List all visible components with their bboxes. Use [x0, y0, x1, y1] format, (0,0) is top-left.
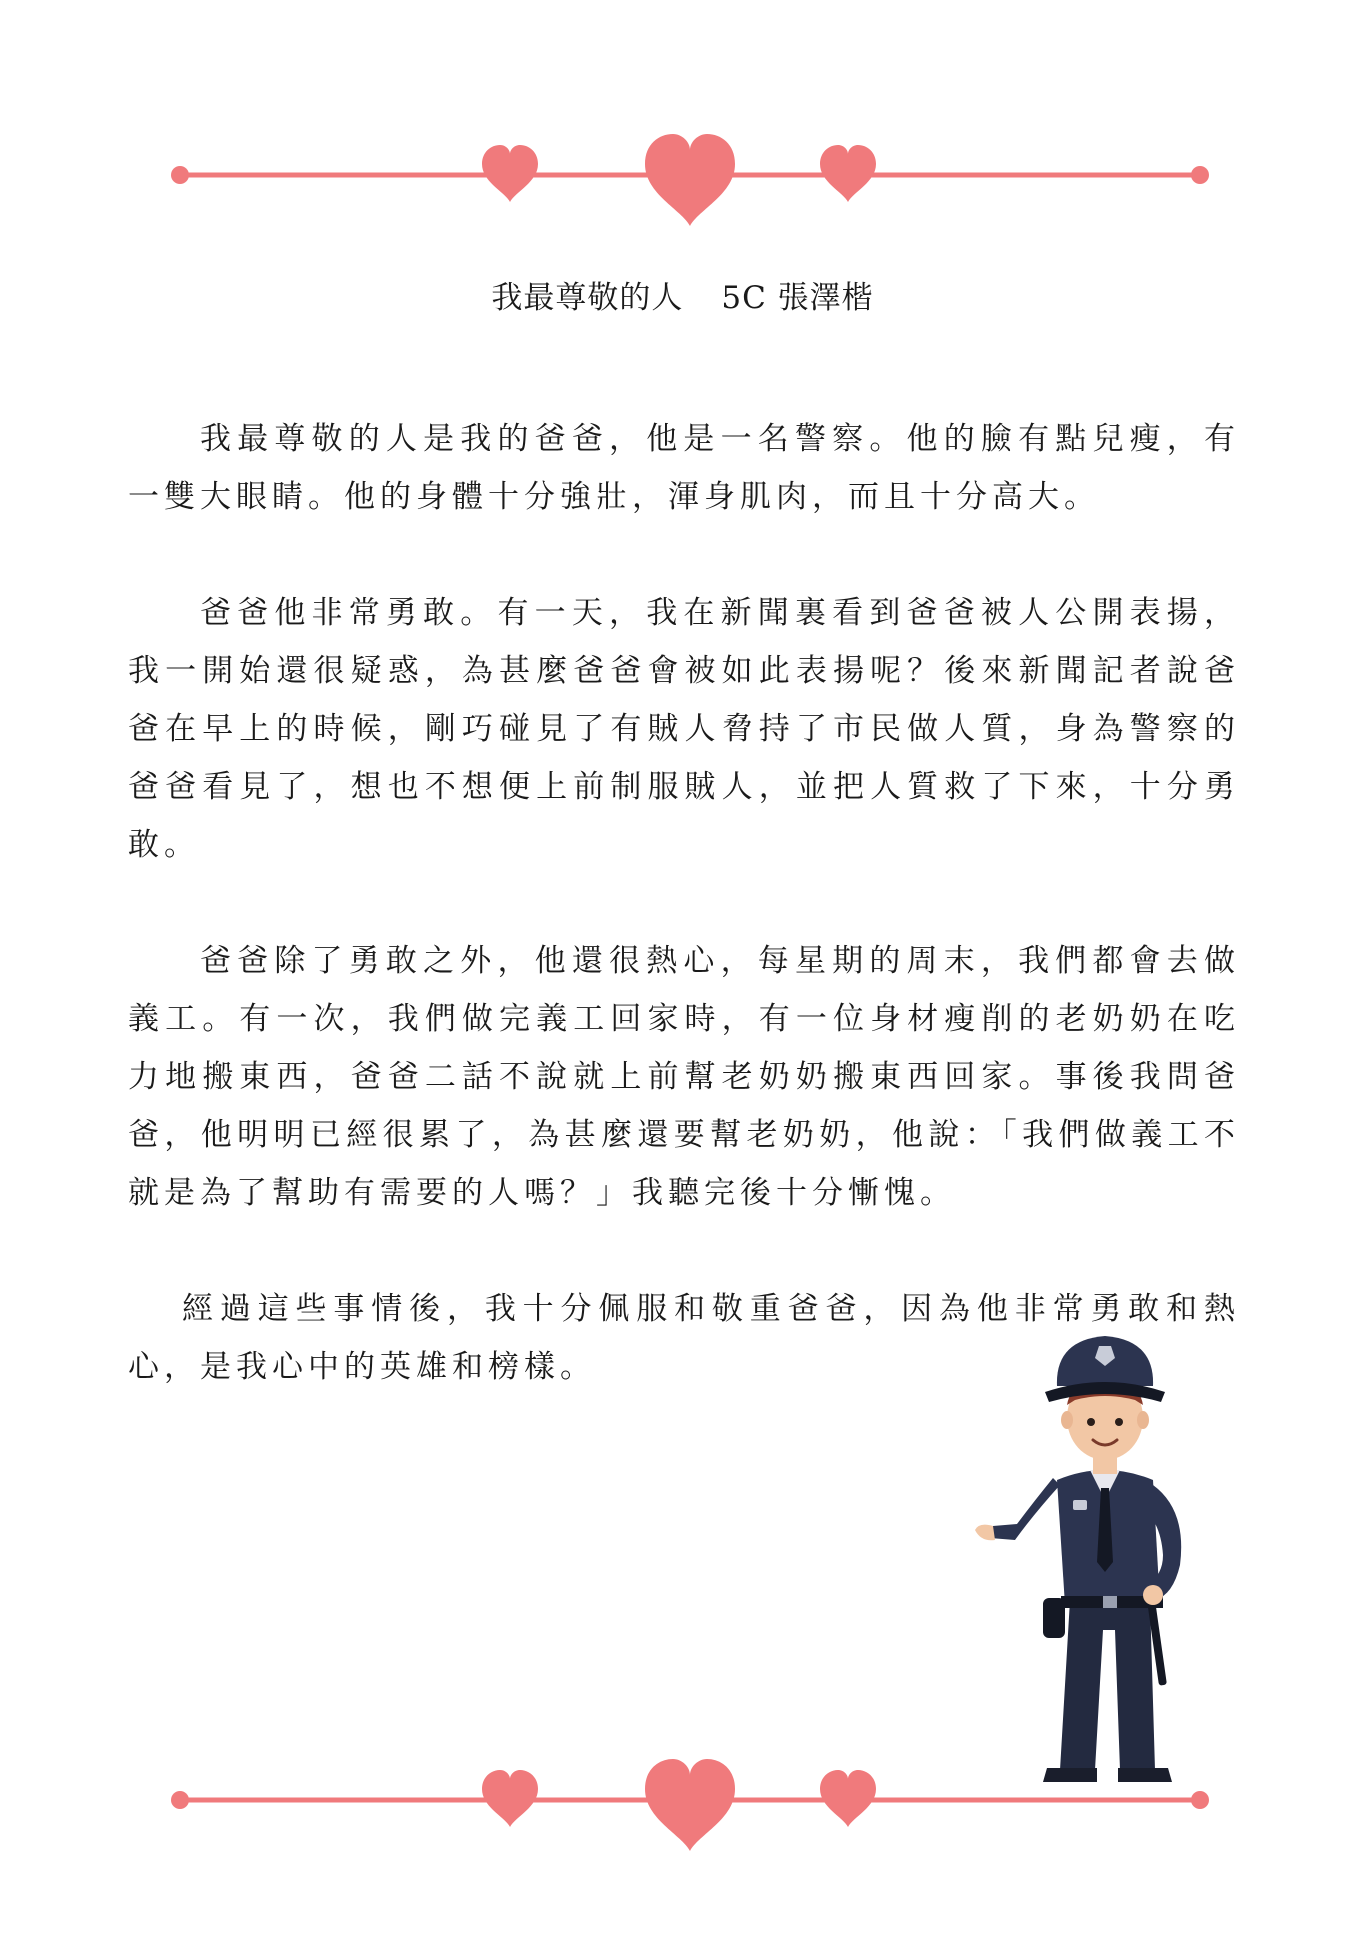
heart-line-icon	[160, 1745, 1220, 1855]
heart-divider-bottom	[160, 1745, 1220, 1855]
heart-divider-top	[160, 120, 1220, 230]
paragraph-2: 爸爸他非常勇敢。有一天，我在新聞裏看到爸爸被人公開表揚，我一開始還很疑惑，為甚麼爸爸會被如此表揚呢？後來新聞記者說爸爸在早上的時候，剛巧碰見了有賊人脅持了市民做人質，身為警察的爸爸看見了，想也不想便上前制服賊人，並把人質救了下來，十分勇敢。	[128, 595, 1240, 863]
essay-body	[128, 410, 1240, 1454]
title-author: 5C 張澤楷	[721, 280, 874, 316]
paragraph-3: 爸爸除了勇敢之外，他還很熱心，每星期的周末，我們都會去做義工。有一次，我們做完義工回家時，有一位身材瘦削的老奶奶在吃力地搬東西，爸爸二話不說就上前幫老奶奶搬東西回家。事後我問爸爸，他明明已經很累了，為甚麼還要幫老奶奶，他說：「我們做義工不就是為了幫助有需要的人嗎？」我聽完後十分慚愧。	[128, 943, 1240, 1211]
heart-line-icon	[160, 120, 1220, 230]
essay-title	[0, 272, 1365, 317]
police-officer-illustration	[975, 1300, 1235, 1800]
paragraph-4: 經過這些事情後，我十分佩服和敬重爸爸，因為他非常勇敢和熱心，是我心中的英雄和榜樣。	[128, 1291, 1240, 1385]
title-topic: 我最尊敬的人	[491, 280, 684, 316]
police-officer-icon	[975, 1300, 1235, 1800]
paragraph-1: 我最尊敬的人是我的爸爸，他是一名警察。他的臉有點兒瘦，有一雙大眼睛。他的身體十分強壯，渾身肌肉，而且十分高大。	[128, 421, 1240, 515]
